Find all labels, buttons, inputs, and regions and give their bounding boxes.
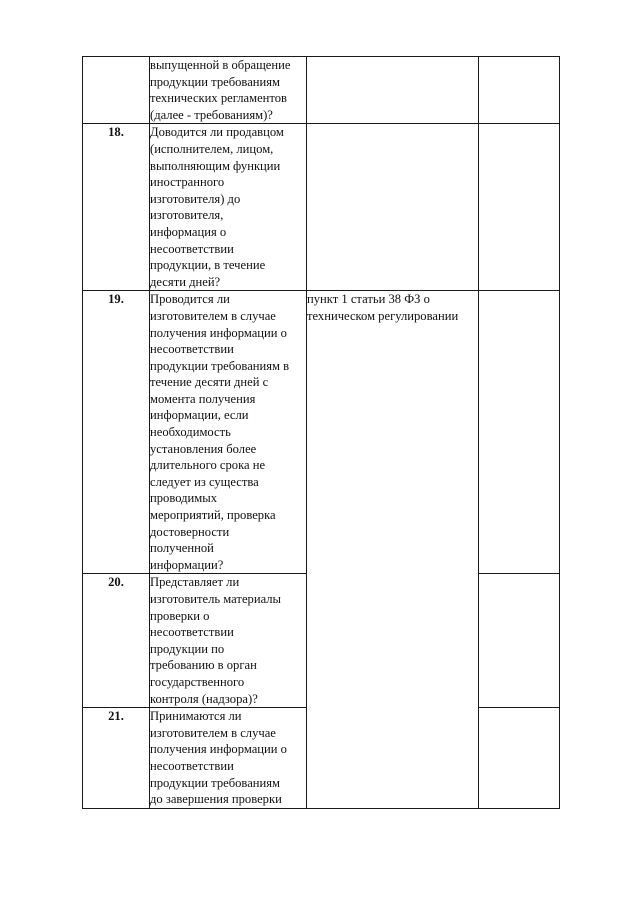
legal-reference-line: техническом регулировании	[307, 308, 459, 323]
question-line: контроля (надзора)?	[150, 691, 258, 706]
question-line: получения информации о	[150, 325, 287, 340]
question-line: продукции требованиям в	[150, 358, 290, 373]
question-line: государственного	[150, 674, 245, 689]
legal-reference-cell	[307, 57, 479, 124]
question-line: изготовитель материалы	[150, 592, 282, 606]
question-line: до завершения проверки	[150, 792, 282, 807]
question-line: информации, если	[150, 408, 249, 423]
table-row	[83, 57, 560, 124]
question-line: достоверности	[150, 524, 230, 539]
question-cell	[150, 124, 307, 291]
question-line: изготовителя,	[150, 208, 224, 223]
question-line: установления более	[150, 441, 257, 456]
question-cell	[150, 291, 307, 574]
question-line: момента получения	[150, 391, 256, 406]
answer-cell	[479, 57, 560, 124]
question-line: Доводится ли продавцом	[150, 125, 284, 140]
question-line: продукции требованиям	[150, 775, 281, 790]
row-number: 19.	[83, 291, 150, 574]
answer-cell	[479, 708, 560, 809]
row-number	[83, 57, 150, 124]
legal-reference-cell	[307, 124, 479, 291]
question-line: проводимых	[150, 491, 218, 506]
question-line: проверки о	[150, 608, 210, 623]
question-line: необходимость	[150, 425, 231, 440]
question-line: продукции, в течение	[150, 258, 266, 273]
question-line: выполняющим функции	[150, 158, 281, 173]
question-line: выпущенной в обращение	[150, 58, 291, 72]
question-cell	[150, 708, 307, 809]
question-line: (исполнителем, лицом,	[150, 141, 274, 156]
question-line: несоответствии	[150, 758, 234, 773]
question-line: получения информации о	[150, 742, 287, 757]
answer-cell	[479, 291, 560, 574]
question-line: информация о	[150, 224, 227, 239]
question-line: полученной	[150, 541, 214, 556]
question-line: изготовителем в случае	[150, 308, 276, 323]
question-line: несоответствии	[150, 625, 234, 640]
legal-reference-cell	[307, 291, 479, 808]
table-row	[83, 124, 560, 291]
question-line: длительного срока не	[150, 458, 266, 473]
question-line: следует из существа	[150, 474, 259, 489]
question-line: изготовителя) до	[150, 191, 241, 206]
row-number: 21.	[83, 708, 150, 809]
question-cell	[150, 57, 307, 124]
answer-cell	[479, 124, 560, 291]
legal-reference-line: пункт 1 статьи 38 ФЗ о	[307, 292, 430, 307]
question-line: продукции требованиям	[150, 74, 281, 89]
checklist-table	[82, 56, 560, 809]
question-line: несоответствии	[150, 241, 234, 256]
question-line: Представляет ли	[150, 575, 240, 590]
question-line: мероприятий, проверка	[150, 508, 276, 523]
question-line: иностранного	[150, 175, 225, 190]
question-cell	[150, 574, 307, 708]
row-number: 18.	[83, 124, 150, 291]
question-line: (далее - требованиям)?	[150, 107, 273, 122]
question-line: изготовителем в случае	[150, 725, 276, 740]
question-line: Проводится ли	[150, 292, 230, 307]
table-row	[83, 291, 560, 574]
question-line: Принимаются ли	[150, 709, 242, 724]
question-line: продукции по	[150, 641, 225, 656]
row-number: 20.	[83, 574, 150, 708]
question-line: несоответствии	[150, 342, 234, 357]
answer-cell	[479, 574, 560, 708]
question-line: десяти дней?	[150, 274, 221, 289]
question-line: требованию в орган	[150, 658, 257, 673]
question-line: течение десяти дней с	[150, 375, 269, 390]
question-line: технических регламентов	[150, 91, 287, 106]
question-line: информации?	[150, 557, 224, 572]
